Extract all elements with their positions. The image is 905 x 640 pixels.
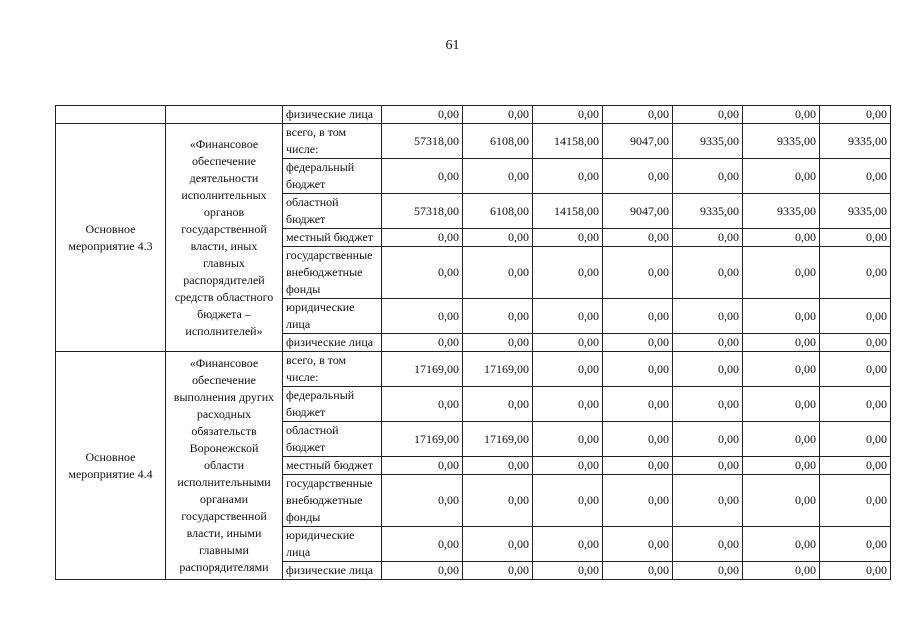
value-cell: 0,00 <box>743 562 820 580</box>
value-cell: 14158,00 <box>533 124 603 159</box>
value-cell: 0,00 <box>382 106 463 124</box>
value-cell: 0,00 <box>820 562 891 580</box>
value-cell: 0,00 <box>463 229 533 247</box>
value-cell: 0,00 <box>673 229 743 247</box>
value-cell: 57318,00 <box>382 124 463 159</box>
page-number: 61 <box>445 38 460 53</box>
value-cell: 0,00 <box>603 562 673 580</box>
value-cell: 0,00 <box>673 334 743 352</box>
value-cell: 0,00 <box>603 247 673 299</box>
funding-source-cell: всего, в том числе: <box>283 124 382 159</box>
value-cell: 0,00 <box>382 229 463 247</box>
description-cell-empty <box>166 106 283 124</box>
value-cell: 6108,00 <box>463 194 533 229</box>
value-cell: 0,00 <box>603 229 673 247</box>
value-cell: 0,00 <box>382 159 463 194</box>
value-cell: 0,00 <box>603 475 673 527</box>
value-cell: 0,00 <box>673 475 743 527</box>
value-cell: 0,00 <box>533 334 603 352</box>
funding-source-cell: юридические лица <box>283 299 382 334</box>
value-cell: 0,00 <box>820 387 891 422</box>
value-cell: 57318,00 <box>382 194 463 229</box>
value-cell: 0,00 <box>820 159 891 194</box>
description-cell: «Финансовое обеспечение деятельности исполнительных органов государственной власти, иных главных распорядителей средств областного бюджета – исполнителей» <box>166 124 283 352</box>
value-cell: 0,00 <box>463 247 533 299</box>
value-cell: 0,00 <box>820 106 891 124</box>
value-cell: 0,00 <box>673 527 743 562</box>
value-cell: 0,00 <box>743 387 820 422</box>
value-cell: 0,00 <box>673 422 743 457</box>
value-cell: 0,00 <box>533 106 603 124</box>
value-cell: 0,00 <box>382 387 463 422</box>
value-cell: 0,00 <box>820 352 891 387</box>
table-row <box>56 124 891 159</box>
value-cell: 0,00 <box>603 159 673 194</box>
value-cell: 0,00 <box>533 299 603 334</box>
funding-source-cell: местный бюджет <box>283 457 382 475</box>
table-row <box>56 106 891 124</box>
funding-source-cell: федеральный бюджет <box>283 159 382 194</box>
value-cell: 0,00 <box>603 527 673 562</box>
value-cell: 0,00 <box>743 334 820 352</box>
table-row <box>56 352 891 387</box>
value-cell: 0,00 <box>820 475 891 527</box>
value-cell: 9335,00 <box>673 124 743 159</box>
funding-source-cell: физические лица <box>283 334 382 352</box>
value-cell: 9335,00 <box>743 124 820 159</box>
funding-source-cell: всего, в том числе: <box>283 352 382 387</box>
value-cell: 0,00 <box>743 422 820 457</box>
value-cell: 9335,00 <box>820 124 891 159</box>
funding-source-cell: областной бюджет <box>283 194 382 229</box>
value-cell: 9335,00 <box>820 194 891 229</box>
activity-cell-empty <box>56 106 166 124</box>
value-cell: 0,00 <box>820 299 891 334</box>
value-cell: 0,00 <box>673 387 743 422</box>
value-cell: 0,00 <box>382 527 463 562</box>
value-cell: 0,00 <box>743 457 820 475</box>
value-cell: 0,00 <box>603 422 673 457</box>
value-cell: 0,00 <box>673 457 743 475</box>
value-cell: 0,00 <box>533 352 603 387</box>
funding-source-cell: государственные внебюджетные фонды <box>283 247 382 299</box>
value-cell: 17169,00 <box>382 422 463 457</box>
value-cell: 0,00 <box>463 457 533 475</box>
value-cell: 9335,00 <box>743 194 820 229</box>
value-cell: 0,00 <box>673 352 743 387</box>
value-cell: 0,00 <box>603 334 673 352</box>
value-cell: 0,00 <box>820 527 891 562</box>
value-cell: 0,00 <box>382 457 463 475</box>
value-cell: 0,00 <box>743 229 820 247</box>
value-cell: 0,00 <box>463 159 533 194</box>
value-cell: 0,00 <box>463 106 533 124</box>
value-cell: 0,00 <box>463 334 533 352</box>
value-cell: 0,00 <box>463 562 533 580</box>
value-cell: 0,00 <box>743 247 820 299</box>
value-cell: 0,00 <box>533 457 603 475</box>
description-cell: «Финансовое обеспечение выполнения других расходных обязательств Воронежской области исполнительными органами государственной власти, иными главными распорядителями <box>166 352 283 580</box>
value-cell: 0,00 <box>820 422 891 457</box>
value-cell: 0,00 <box>533 527 603 562</box>
value-cell: 0,00 <box>382 475 463 527</box>
value-cell: 0,00 <box>673 247 743 299</box>
value-cell: 0,00 <box>820 334 891 352</box>
financing-table <box>55 105 891 580</box>
value-cell: 17169,00 <box>463 352 533 387</box>
value-cell: 17169,00 <box>382 352 463 387</box>
value-cell: 0,00 <box>463 527 533 562</box>
value-cell: 0,00 <box>533 422 603 457</box>
value-cell: 0,00 <box>673 159 743 194</box>
value-cell: 9047,00 <box>603 124 673 159</box>
funding-source-cell: физические лица <box>283 106 382 124</box>
value-cell: 0,00 <box>743 159 820 194</box>
value-cell: 0,00 <box>673 562 743 580</box>
value-cell: 0,00 <box>533 475 603 527</box>
value-cell: 6108,00 <box>463 124 533 159</box>
value-cell: 9047,00 <box>603 194 673 229</box>
funding-source-cell: местный бюджет <box>283 229 382 247</box>
value-cell: 0,00 <box>673 106 743 124</box>
funding-source-cell: физические лица <box>283 562 382 580</box>
funding-source-cell: областной бюджет <box>283 422 382 457</box>
value-cell: 0,00 <box>820 457 891 475</box>
value-cell: 0,00 <box>603 106 673 124</box>
value-cell: 0,00 <box>382 334 463 352</box>
value-cell: 14158,00 <box>533 194 603 229</box>
value-cell: 0,00 <box>820 229 891 247</box>
funding-source-cell: государственные внебюджетные фонды <box>283 475 382 527</box>
value-cell: 0,00 <box>382 247 463 299</box>
value-cell: 0,00 <box>533 159 603 194</box>
value-cell: 0,00 <box>820 247 891 299</box>
value-cell: 0,00 <box>382 562 463 580</box>
value-cell: 0,00 <box>743 475 820 527</box>
value-cell: 0,00 <box>743 299 820 334</box>
value-cell: 0,00 <box>603 352 673 387</box>
value-cell: 0,00 <box>603 299 673 334</box>
value-cell: 0,00 <box>603 387 673 422</box>
value-cell: 0,00 <box>382 299 463 334</box>
value-cell: 0,00 <box>533 387 603 422</box>
value-cell: 0,00 <box>463 387 533 422</box>
value-cell: 0,00 <box>463 475 533 527</box>
value-cell: 0,00 <box>743 527 820 562</box>
value-cell: 17169,00 <box>463 422 533 457</box>
activity-cell: Основное мероприятие 4.3 <box>56 124 166 352</box>
value-cell: 0,00 <box>533 229 603 247</box>
value-cell: 9335,00 <box>673 194 743 229</box>
value-cell: 0,00 <box>463 299 533 334</box>
value-cell: 0,00 <box>743 352 820 387</box>
value-cell: 0,00 <box>533 562 603 580</box>
funding-source-cell: юридические лица <box>283 527 382 562</box>
value-cell: 0,00 <box>533 247 603 299</box>
activity-cell: Основное мероприятие 4.4 <box>56 352 166 580</box>
value-cell: 0,00 <box>603 457 673 475</box>
value-cell: 0,00 <box>673 299 743 334</box>
value-cell: 0,00 <box>743 106 820 124</box>
funding-source-cell: федеральный бюджет <box>283 387 382 422</box>
